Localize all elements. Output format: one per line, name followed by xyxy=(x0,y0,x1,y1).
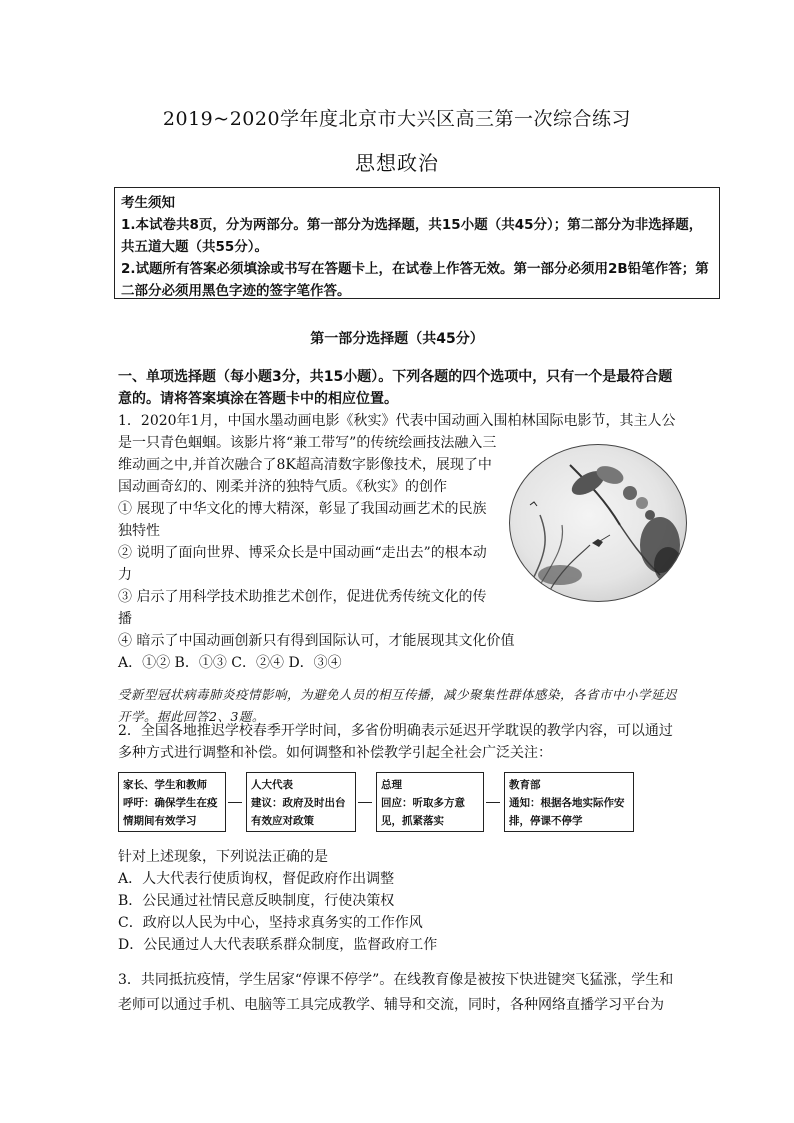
q2-question: 针对上述现象，下列说法正确的是 xyxy=(118,849,328,865)
q1-choices: A．①② B．①③ C．②④ D．③④ xyxy=(118,655,342,671)
flow-box-body: 通知：根据各地实际作安排，停课不停学 xyxy=(509,797,625,827)
flow-box-npc-deputy xyxy=(246,772,356,832)
exam-title: 2019~2020学年度北京市大兴区高三第一次综合练习 xyxy=(162,108,632,130)
q1-option-1: ① 展现了中华文化的博大精深，彰显了我国动画艺术的民族独特性 xyxy=(118,501,487,539)
flow-box-title: 家长、学生和教师 xyxy=(123,779,207,791)
q1-stem-line-3: 维动画之中,并首次融合了8K超高清数字影像技术，展现了中 xyxy=(118,457,492,473)
flow-box-premier xyxy=(376,772,484,832)
flow-connector xyxy=(228,802,242,803)
q1-stem-line-4: 国动画奇幻的、刚柔并济的独特气质。《秋实》的创作 xyxy=(118,479,447,495)
flow-connector xyxy=(358,802,372,803)
q3-stem: 3．共同抵抗疫情，学生居家“停课不停学”。在线教育像是被按下快进键突飞猛涨，学生和老师可以通过手机、电脑等工具完成教学、辅导和交流，同时，各种网络直播学习平台为 xyxy=(118,972,674,1013)
question-2-stem: 2．全国各地推迟学校春季开学时间，多省份明确表示延迟开学耽误的教学内容，可以通过多种方式进行调整和补偿。如何调整和补偿教学引起全社会广泛关注： xyxy=(118,723,673,761)
subject-title: 思想政治 xyxy=(355,151,439,175)
flow-box-title: 教育部 xyxy=(509,779,541,791)
flow-box-title: 人大代表 xyxy=(251,779,293,791)
flow-box-ministry xyxy=(504,772,634,832)
ink-painting-image xyxy=(509,444,687,602)
q2-q3-context: 受新型冠状病毒肺炎疫情影响，为避免人员的相互传播，减少聚集性群体感染，各省市中小学延迟开学。据此回答2、3题。 xyxy=(118,687,678,724)
notice-line-1: 1.本试卷共8页，分为两部分。第一部分为选择题，共15小题（共45分）；第二部分为非选择题，共五道大题（共55分）。 xyxy=(121,217,703,255)
q1-option-4: ④ 暗示了中国动画创新只有得到国际认可，才能展现其文化价值 xyxy=(118,633,515,649)
part-one-title: 第一部分选择题（共45分） xyxy=(310,331,484,347)
q1-stem-line-2: 是一只青色蝈蝈。该影片将“兼工带写”的传统绘画技法融入三 xyxy=(118,435,497,451)
notice-heading: 考生须知 xyxy=(121,195,175,211)
q2-option-c: C．政府以人民为中心，坚持求真务实的工作作风 xyxy=(118,915,423,931)
flow-box-body: 呼吁：确保学生在疫情期间有效学习 xyxy=(123,797,218,827)
q1-option-3: ③ 启示了用科学技术助推艺术创作，促进优秀传统文化的传播 xyxy=(118,589,487,627)
candidate-notice-box xyxy=(114,187,720,299)
notice-line-2: 2.试题所有答案必须填涂或书写在答题卡上，在试卷上作答无效。第一部分必须用2B铅笔作答；第二部分必须用黑色字迹的签字笔作答。 xyxy=(121,261,709,299)
flow-connector xyxy=(486,802,500,803)
flow-box-parents xyxy=(118,772,226,832)
question-2-options xyxy=(118,846,684,956)
question-3 xyxy=(118,968,678,1018)
flow-box-title: 总理 xyxy=(381,779,402,791)
q2-option-b: B．公民通过社情民意反映制度，行使决策权 xyxy=(118,893,395,909)
q1-stem-line-1: 1．2020年1月，中国水墨动画电影《秋实》代表中国动画入围柏林国际电影节，其主人公 xyxy=(118,413,676,429)
ink-painting-illustration xyxy=(510,445,686,601)
q2-option-d: D．公民通过人大代表联系群众制度，监督政府工作 xyxy=(118,937,438,953)
q2-option-a: A．人大代表行使质询权，督促政府作出调整 xyxy=(118,871,395,887)
q2-flow-diagram xyxy=(118,772,640,834)
flow-box-body: 回应：听取多方意见，抓紧落实 xyxy=(381,797,465,827)
flow-box-body: 建议：政府及时出台有效应对政策 xyxy=(251,797,346,827)
q1-option-2: ② 说明了面向世界、博采众长是中国动画“走出去”的根本动力 xyxy=(118,545,487,583)
section-instructions: 一、单项选择题（每小题3分，共15小题）。下列各题的四个选项中，只有一个是最符合题意的。请将答案填涂在答题卡中的相应位置。 xyxy=(118,369,673,407)
